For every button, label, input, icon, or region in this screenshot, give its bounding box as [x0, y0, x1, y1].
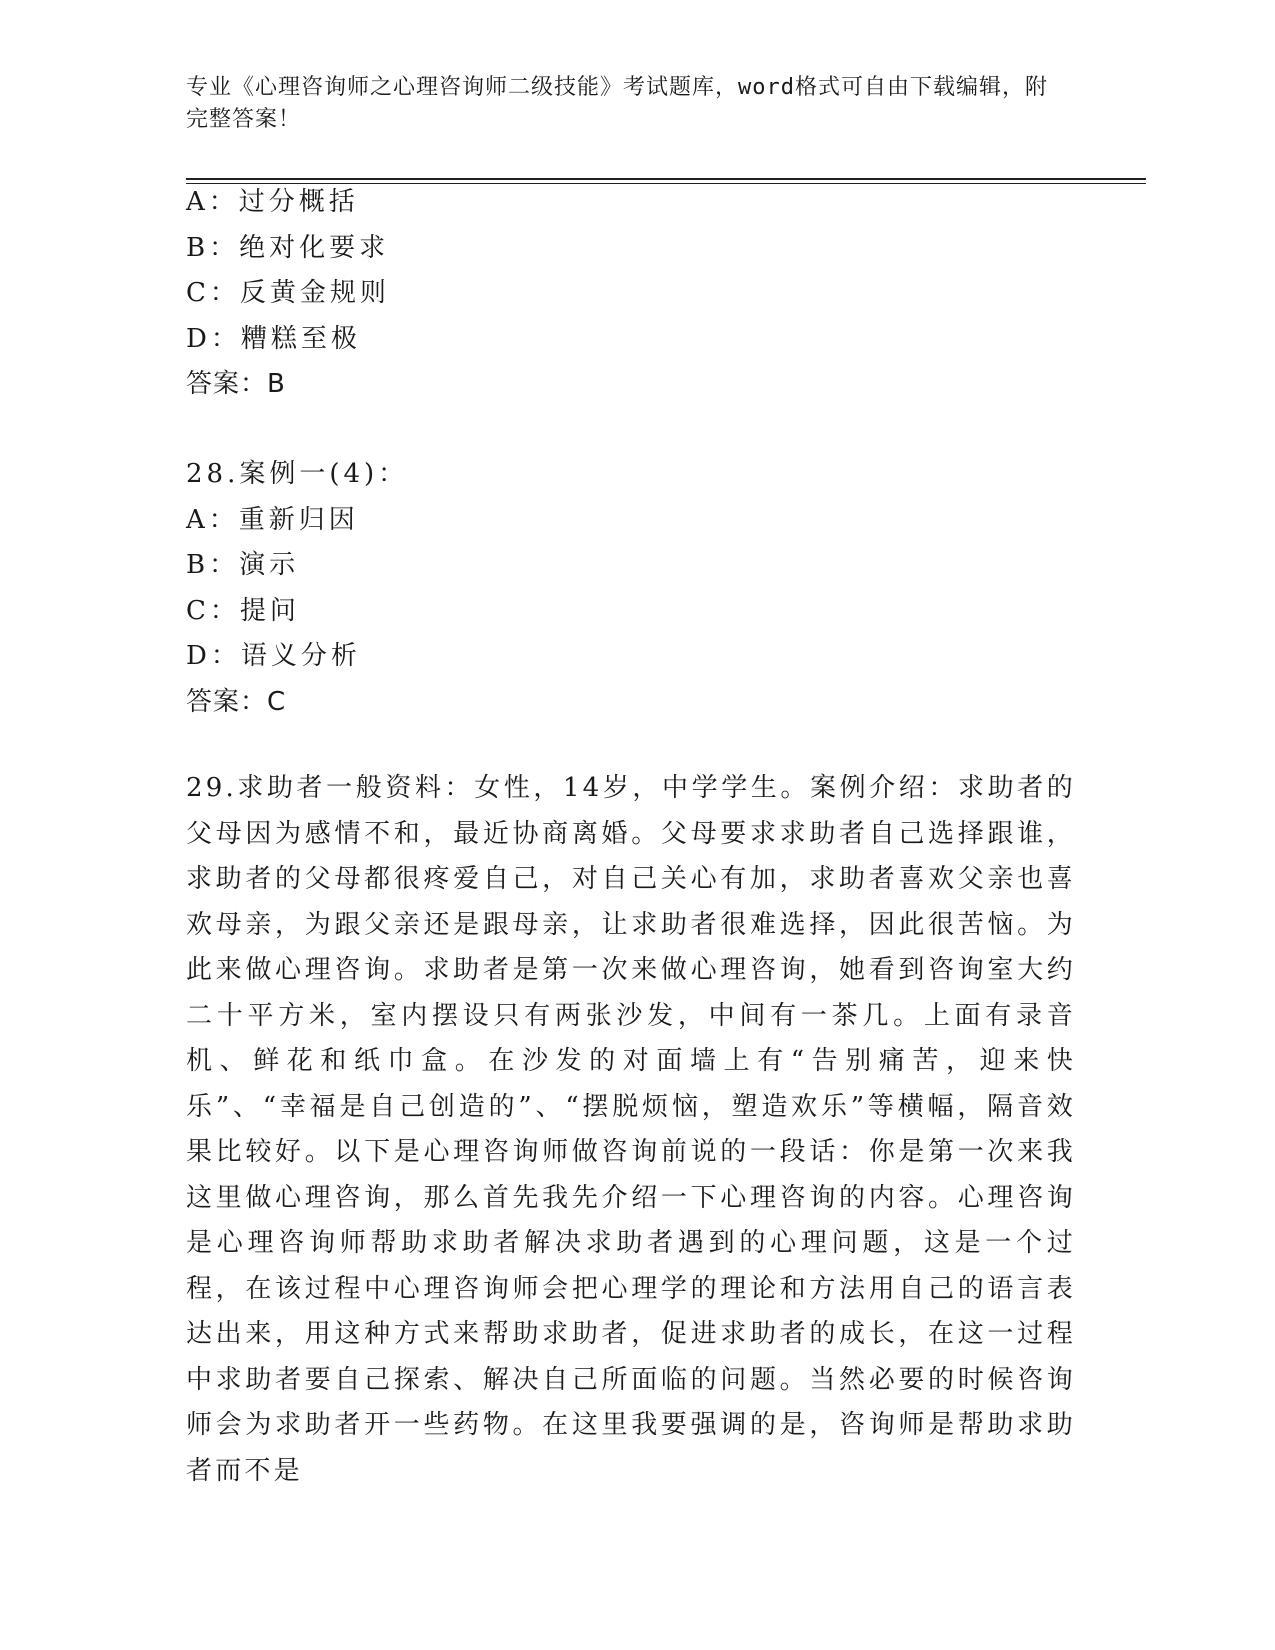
question-28	[186, 452, 1086, 725]
option-d: D：语义分析	[186, 641, 361, 671]
option-d: D：糟糕至极	[186, 323, 361, 354]
option-a: A：过分概括	[186, 187, 359, 217]
document-header: 专业《心理咨询师之心理咨询师二级技能》考试题库，word格式可自由下载编辑，附完整答案！	[186, 75, 1048, 132]
question-27-options	[186, 180, 1086, 408]
option-b: B：演示	[186, 550, 300, 580]
question-stem: 28.案例一(4)：	[186, 459, 409, 489]
option-a: A：重新归因	[186, 504, 359, 535]
option-c: C：反黄金规则	[186, 278, 390, 308]
question-stem: 29.求助者一般资料：女性，14岁，中学学生。案例介绍：求助者的父母因为感情不和，最近协商离婚。父母要求求助者自己选择跟谁，求助者的父母都很疼爱自己，对自己关心有加，求助者喜欢父亲也喜欢母亲，为跟父亲还是跟母亲，让求助者很难选择，因此很苦恼。为此来做心理咨询。求助者是第一次来做心理咨询，她看到咨询室大约二十平方米，室内摆设只有两张沙发，中间有一茶几。上面有录音机、鲜花和纸巾盒。在沙发的对面墙上有“告别痛苦，迎来快乐”、“幸福是自己创造的”、“摆脱烦恼，塑造欢乐”等横幅，隔音效果比较好。以下是心理咨询师做咨询前说的一段话：你是第一次来我这里做心理咨询，那么首先我先介绍一下心理咨询的内容。心理咨询是心理咨询师帮助求助者解决求助者遇到的心理问题，这是一个过程，在该过程中心理咨询师会把心理学的理论和方法用自己的语言表达出来，用这种方式来帮助求助者，促进求助者的成长，在这一过程中求助者要自己探索、解决自己所面临的问题。当然必要的时候咨询师会为求助者开一些药物。在这里我要强调的是，咨询师是帮助求助者而不是	[186, 773, 1076, 1486]
answer-label: 答案：C	[186, 686, 287, 717]
option-b: B：绝对化要求	[186, 232, 390, 263]
option-c: C：提问	[186, 595, 300, 626]
answer-label: 答案：B	[186, 369, 286, 399]
question-29	[186, 766, 1086, 1494]
